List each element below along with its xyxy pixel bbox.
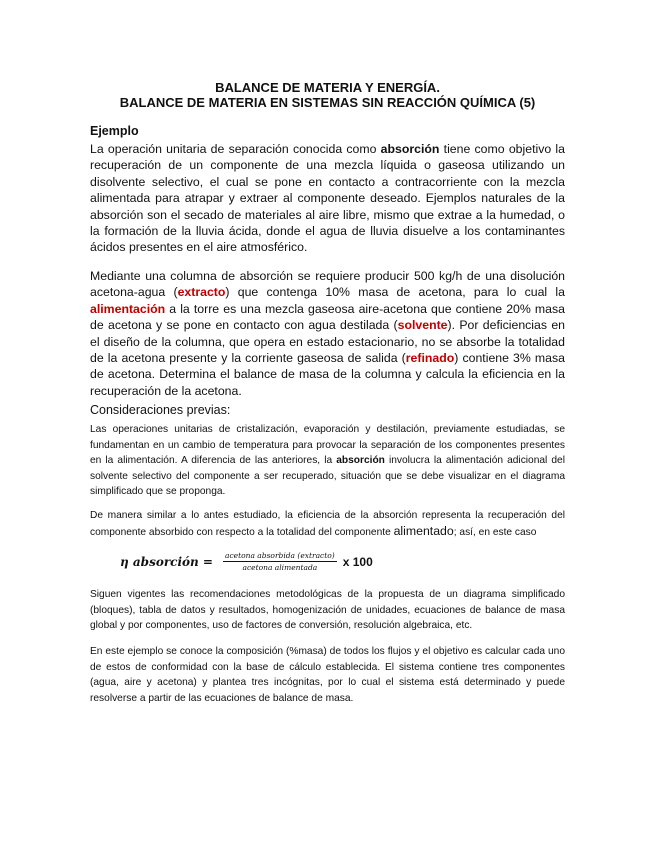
term-solvente: solvente <box>397 318 448 333</box>
term-absorcion-2: absorción <box>336 455 385 467</box>
considerations-paragraph-2 <box>90 508 565 540</box>
term-alimentacion: alimentación <box>90 301 166 316</box>
example-paragraph-1 <box>90 141 565 256</box>
document-subtitle: BALANCE DE MATERIA EN SISTEMAS SIN REACCIÓN QUÍMICA (5) <box>119 95 536 110</box>
text-run: Mediante una columna de absorción se requiere producir 500 kg/h de una disolución acetona-agua ( <box>90 269 565 300</box>
example-heading: Ejemplo <box>90 124 139 138</box>
formula-numerator: acetona absorbida (extracto) <box>224 551 335 560</box>
text-run: Las operaciones unitarias de cristalización, evaporación y destilación, previamente estudiadas, se fundamentan en un cambio de temperatura para provocar la separación de los componentes presentes en la alimentación. A diferencia de las anteriores, la <box>90 424 565 467</box>
term-absorcion: absorción <box>380 142 440 156</box>
formula-rhs: x 100 <box>342 554 373 569</box>
formula-lhs: η absorción = <box>120 554 213 569</box>
formula-fraction <box>223 551 337 572</box>
example-paragraph-2 <box>90 268 565 399</box>
text-run: La operación unitaria de separación conocida como <box>90 142 381 156</box>
text-run: ) contiene 3% masa de acetona. Determina el balance de masa de la columna y calcula la eficiencia en la recuperación de la acetona. <box>90 351 565 398</box>
text-run: ; así, en este caso <box>453 526 537 538</box>
text-run: De manera similar a lo antes estudiado, la eficiencia de la absorción representa la recuperación del componente absorbido con respecto a la totalidad del componente <box>90 510 565 538</box>
text-run: a la torre es una mezcla gaseosa aire-acetona que contiene 20% masa de acetona y se pone en contacto con agua destilada ( <box>90 301 565 333</box>
efficiency-formula <box>120 551 373 572</box>
term-extracto: extracto <box>177 285 226 300</box>
formula-denominator: acetona alimentada <box>242 563 318 572</box>
considerations-paragraph-1 <box>90 422 565 500</box>
text-run: ). Por deficiencias en el diseño de la columna, que opera en estado estacionario, no se absorbe la totalidad de la acetona presente y la corriente gaseosa de salida ( <box>90 318 566 366</box>
text-run: tiene como objetivo la recuperación de un componente de una mezcla líquida o gaseosa utilizando un disolvente selectivo, el cual se pone en contacto a contracorriente con la mezcla alimentada para atrapar y extraer al componente deseado. Ejemplos naturales de la absorción son el secado de materiales al aire libre, mismo que extrae a la humedad, o la formación de la lluvia ácida, donde el agua de lluvia disuelve a los contaminantes ácidos presentes en el aire atmosférico. <box>90 142 565 255</box>
text-run: involucra la alimentación adicional del solvente selectivo del componente a ser recuperado, situación que se debe visualizar en el diagrama simplificado que se proponga. <box>90 455 565 498</box>
term-refinado: refinado <box>405 351 455 366</box>
considerations-paragraph-3: Siguen vigentes las recomendaciones metodológicas de la propuesta de un diagrama simplificado (bloques), tabla de datos y resultados, homogenización de unidades, ecuaciones de balance de masa global y por componentes, uso de factores de conversión, resolución algebraica, etc. <box>90 589 565 632</box>
text-run: ) que contenga 10% masa de acetona, para lo cual la <box>225 285 565 300</box>
term-alimentado: alimentado <box>393 523 454 538</box>
considerations-heading: Consideraciones previas: <box>90 403 231 417</box>
document-title: BALANCE DE MATERIA Y ENERGÍA. <box>215 80 440 95</box>
considerations-paragraph-4: En este ejemplo se conoce la composición (%masa) de todos los flujos y el objetivo es calcular cada uno de estos de conformidad con la base de cálculo establecida. El sistema contiene tres componentes (agua, aire y acetona) y plantea tres incógnitas, por lo cual el sistema está determinado y puede resolverse a partir de las ecuaciones de balance de masa. <box>90 646 565 704</box>
